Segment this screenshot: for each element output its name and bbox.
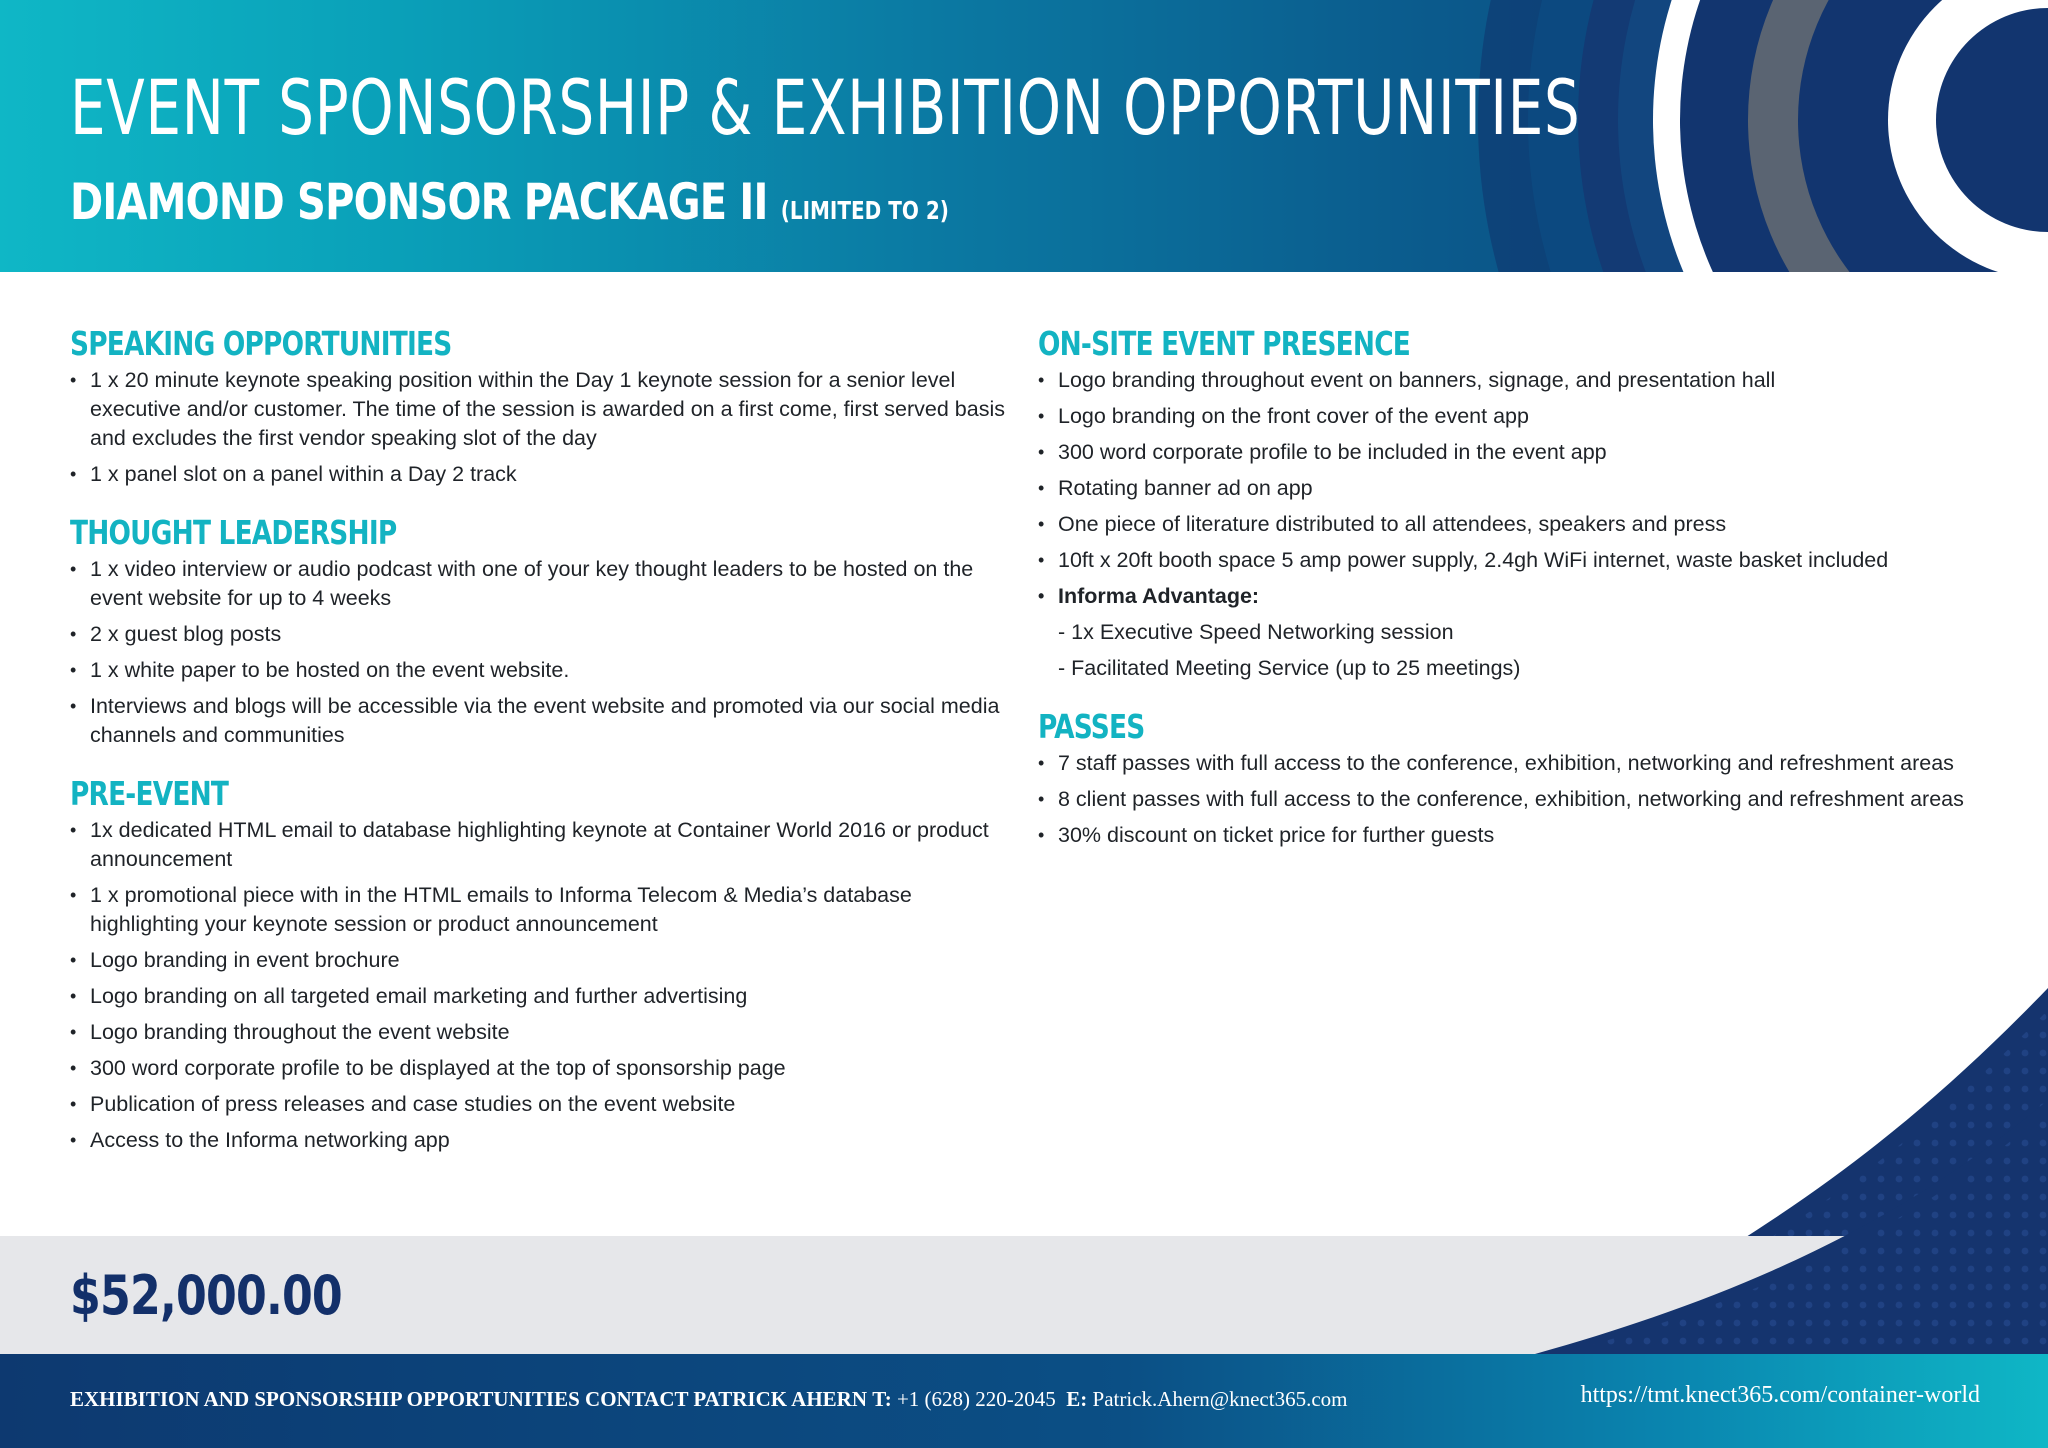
list-item: • 2 x guest blog posts: [70, 620, 1020, 649]
right-column: [1038, 322, 1998, 872]
list-item: • 10ft x 20ft booth space 5 amp power supply, 2.4gh WiFi internet, waste basket included: [1038, 546, 1998, 575]
package-name: DIAMOND SPONSOR PACKAGE II: [70, 173, 768, 231]
list-item: • 7 staff passes with full access to the conference, exhibition, networking and refreshment areas: [1038, 749, 1998, 778]
onsite-list: [1038, 366, 1998, 683]
list-item: • 300 word corporate profile to be included in the event app: [1038, 438, 1998, 467]
event-website-link[interactable]: https://tmt.knect365.com/container-world: [1580, 1382, 1980, 1408]
list-item: • 1 x promotional piece with in the HTML emails to Informa Telecom & Media’s database highlighting your keynote session or product announcement: [70, 881, 1020, 939]
contact-label: EXHIBITION AND SPONSORSHIP OPPORTUNITIES CONTACT PATRICK AHERN: [70, 1387, 868, 1411]
list-item: • 1 x white paper to be hosted on the event website.: [70, 656, 1020, 685]
package-price: $52,000.00: [70, 1264, 342, 1327]
email-label: E:: [1066, 1387, 1088, 1411]
list-item: • Logo branding on all targeted email marketing and further advertising: [70, 982, 1020, 1011]
list-item: • 1 x 20 minute keynote speaking position within the Day 1 keynote session for a senior level executive and/or customer. The time of the session is awarded on a first come, first served basis and excludes the first vendor speaking slot of the day: [70, 366, 1020, 453]
advantage-label: • Informa Advantage:: [1038, 582, 1998, 611]
list-item: • 300 word corporate profile to be displayed at the top of sponsorship page: [70, 1054, 1020, 1083]
list-item: • 1 x video interview or audio podcast with one of your key thought leaders to be hosted on the event website for up to 4 weeks: [70, 555, 1020, 613]
package-limit-note: (LIMITED TO 2): [780, 196, 949, 225]
page-title: EVENT SPONSORSHIP & EXHIBITION OPPORTUNITIES: [70, 63, 1581, 152]
list-item: • 1x dedicated HTML email to database highlighting keynote at Container World 2016 or product announcement: [70, 816, 1020, 874]
list-item: • Logo branding throughout the event website: [70, 1018, 1020, 1047]
pre-event-list: [70, 816, 1020, 1155]
section-title-passes: PASSES: [1038, 707, 1145, 746]
advantage-item: - Facilitated Meeting Service (up to 25 meetings): [1058, 656, 1521, 680]
list-item: • Access to the Informa networking app: [70, 1126, 1020, 1155]
list-item: • Publication of press releases and case studies on the event website: [70, 1090, 1020, 1119]
thought-leadership-list: [70, 555, 1020, 750]
list-item: • Logo branding throughout event on banners, signage, and presentation hall: [1038, 366, 1998, 395]
list-item: • Logo branding on the front cover of the event app: [1038, 402, 1998, 431]
list-item: • 30% discount on ticket price for further guests: [1038, 821, 1998, 850]
section-title-pre-event: PRE-EVENT: [70, 774, 229, 813]
section-title-onsite: ON-SITE EVENT PRESENCE: [1038, 324, 1411, 363]
footer-contact: [70, 1384, 1347, 1414]
section-title-thought-leadership: THOUGHT LEADERSHIP: [70, 513, 397, 552]
section-title-speaking: SPEAKING OPPORTUNITIES: [70, 324, 452, 363]
speaking-list: [70, 366, 1020, 489]
contact-email-link[interactable]: Patrick.Ahern@knect365.com: [1092, 1387, 1348, 1411]
left-column: [70, 322, 1020, 1177]
phone-label: T:: [872, 1387, 892, 1411]
passes-list: [1038, 749, 1998, 850]
list-item: • Interviews and blogs will be accessible via the event website and promoted via our social media channels and communities: [70, 692, 1020, 750]
list-item: • 1 x panel slot on a panel within a Day 2 track: [70, 460, 1020, 489]
list-item: • Logo branding in event brochure: [70, 946, 1020, 975]
advantage-item: - 1x Executive Speed Networking session: [1058, 620, 1454, 644]
list-item: • Rotating banner ad on app: [1038, 474, 1998, 503]
list-item: • 8 client passes with full access to the conference, exhibition, networking and refreshment areas: [1038, 785, 1998, 814]
contact-phone[interactable]: +1 (628) 220-2045: [896, 1387, 1056, 1411]
list-item: • One piece of literature distributed to all attendees, speakers and press: [1038, 510, 1998, 539]
